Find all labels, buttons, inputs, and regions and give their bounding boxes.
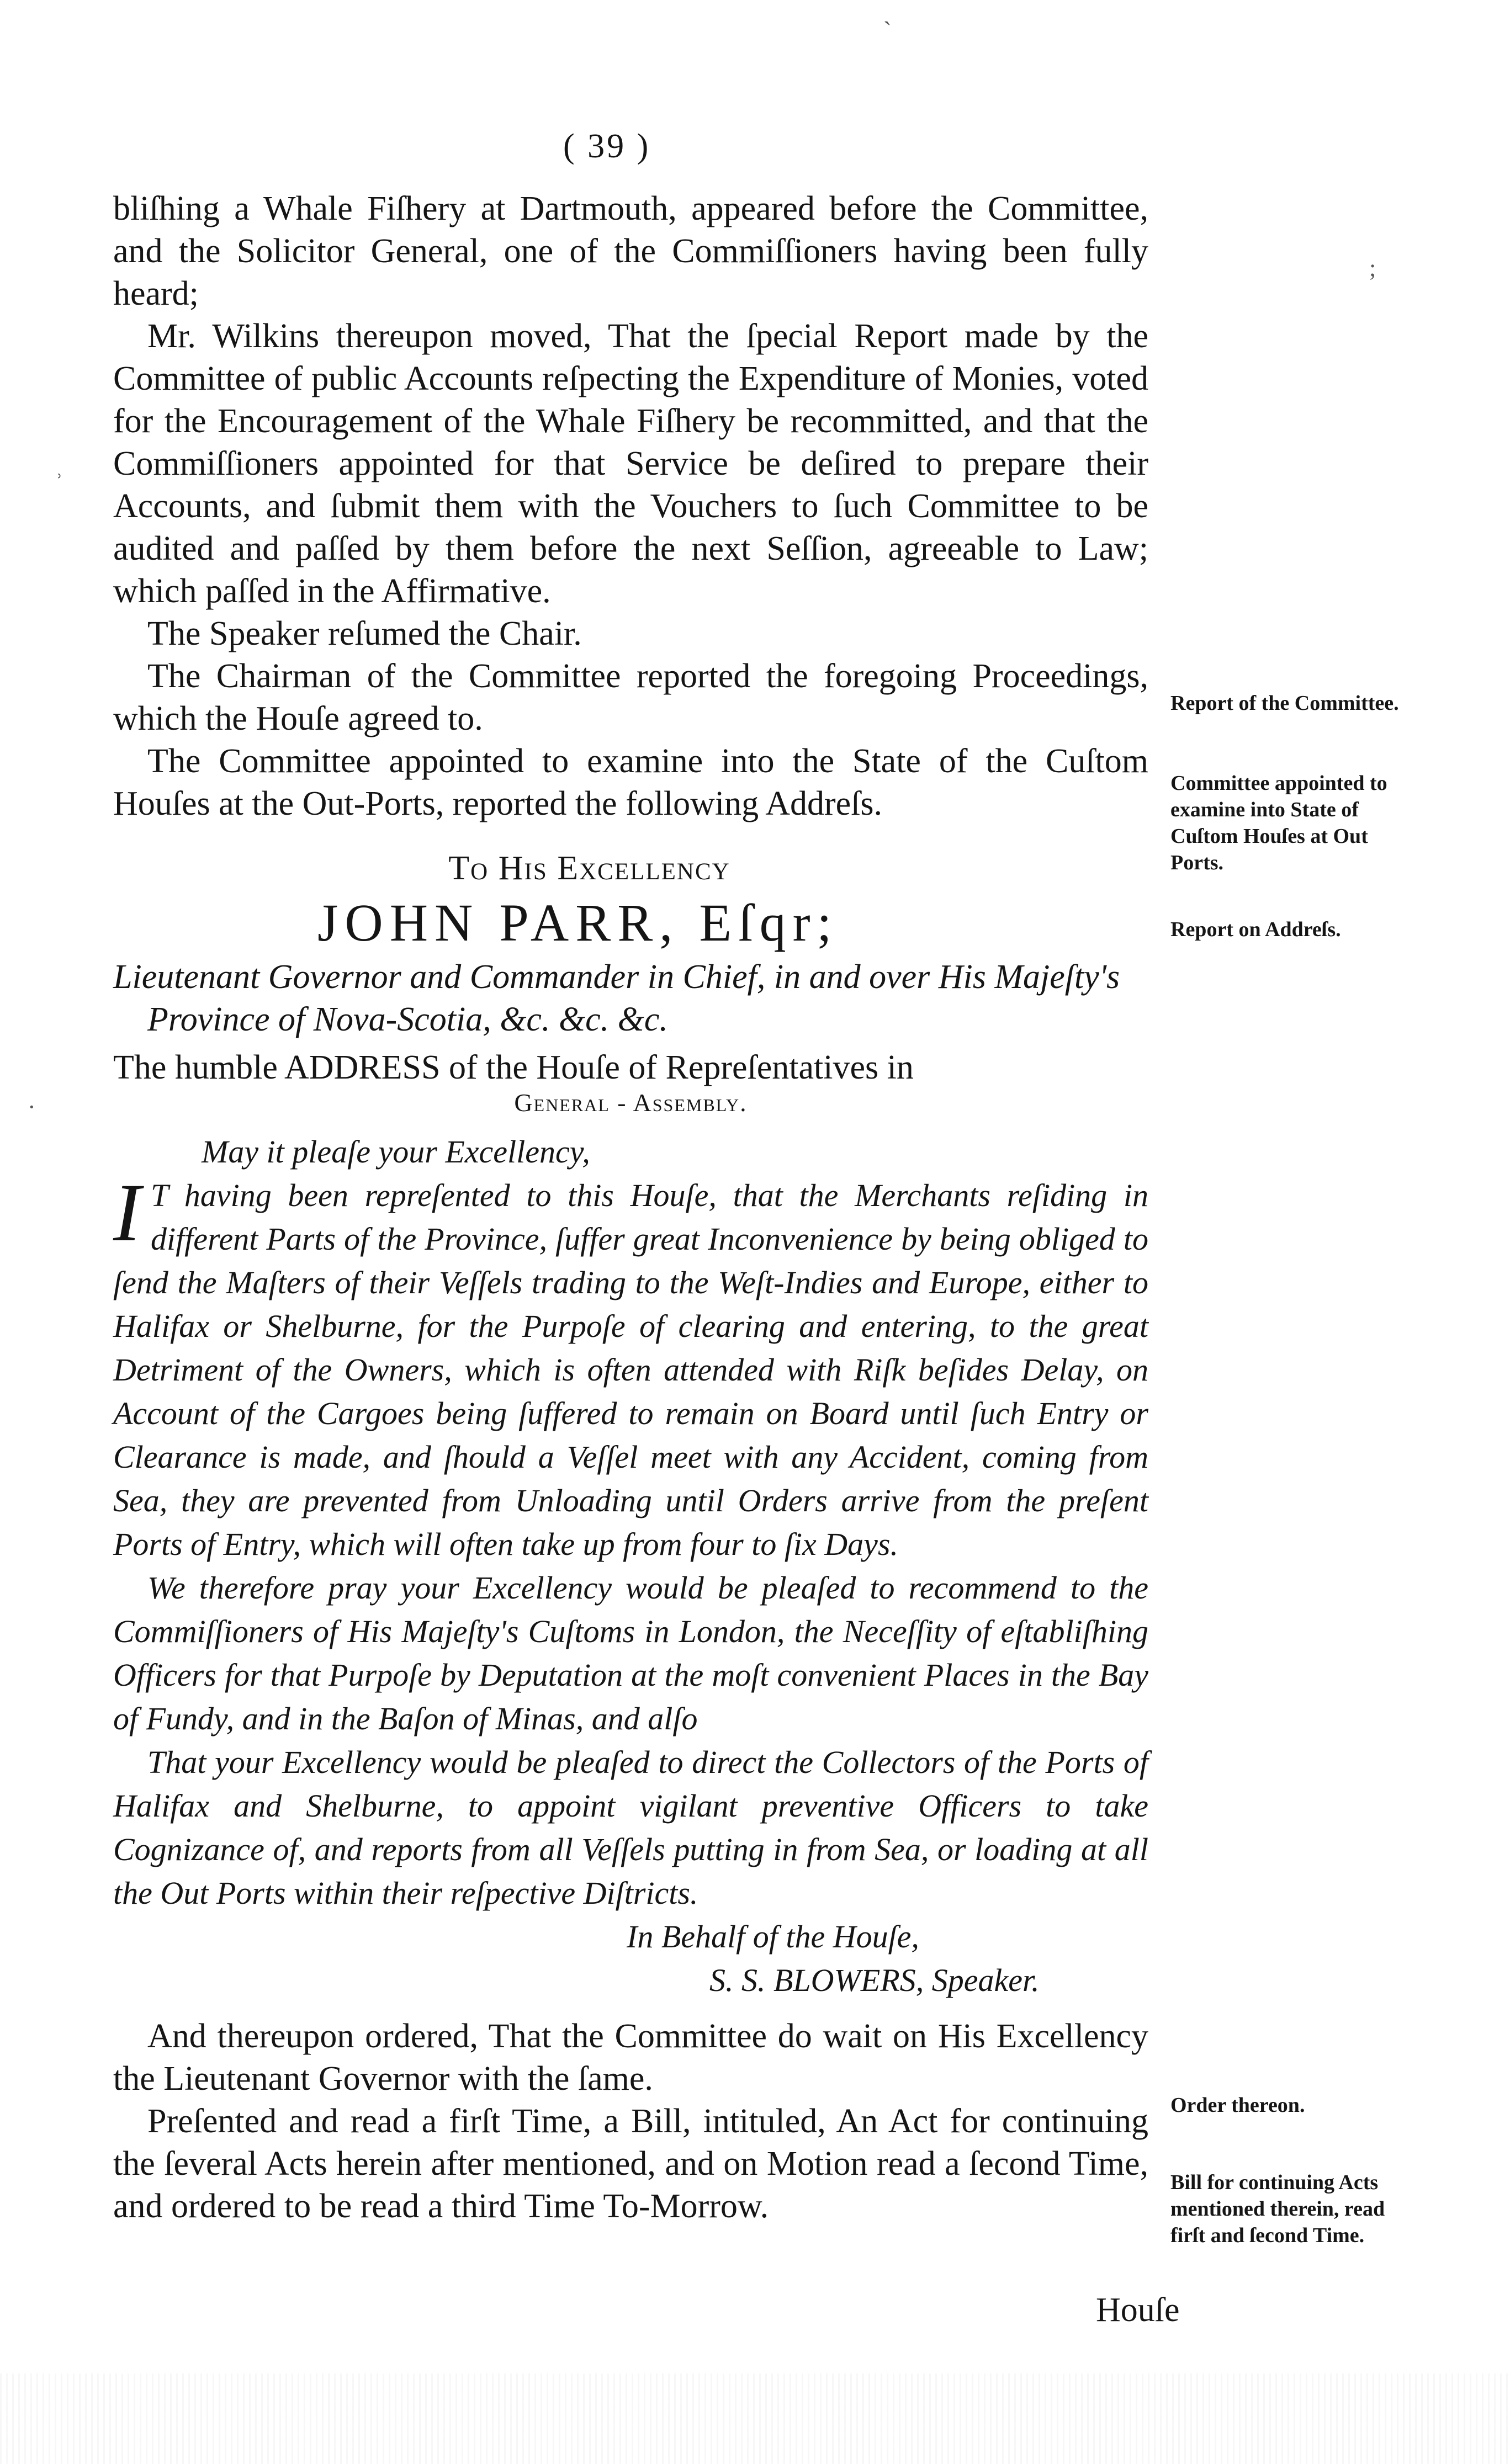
stray-mark: ; (1369, 254, 1376, 282)
page-number: ( 39 ) (563, 128, 651, 165)
scan-noise-strip (0, 2373, 1510, 2464)
paragraph-5: The Committee appointed to examine into the State of the Cuſtom Houſes at the Out-Ports, reported the following Addreſs. (113, 742, 1148, 822)
stray-mark: ` (883, 17, 892, 44)
marginal-note-address: Report on Addreſs. (1170, 918, 1341, 941)
salutation: May it pleaſe your Excellency, (202, 1134, 590, 1170)
signature-speaker: S. S. BLOWERS, Speaker. (709, 1962, 1040, 1998)
address-to-line: To His Excellency (448, 849, 730, 887)
address-paragraph-3: That your Excellency would be pleaſed to direct the Collectors of the Ports of Halifax and Shelburne, to appoint vigilant preventive Officers to take Cognizance of, and reports from all Veſſels putting in from Sea, or loading at all the Out Ports within their reſpective Diſtricts. (113, 1744, 1148, 1911)
humble-address-line: The humble ADDRESS of the Houſe of Repreſentatives in (113, 1049, 914, 1086)
main-text-column (113, 188, 1148, 2228)
drop-cap: I (113, 1167, 141, 1258)
marginal-note-order: Order thereon. (1170, 2094, 1305, 2117)
paragraph-4: The Chairman of the Committee reported the foregoing Proceedings, which the Houſe agreed to. (113, 657, 1148, 737)
paragraph-1: bliſhing a Whale Fiſhery at Dartmouth, appeared before the Committee, and the Solicitor General, one of the Commiſſioners having been fully heard; (113, 190, 1148, 312)
address-paragraph-2: We therefore pray your Excellency would be pleaſed to recommend to the Commiſſioners of His Majeſty's Cuſtoms in London, the Neceſſity of eſtabliſhing Officers for that Purpoſe by Deputation at the moſt convenient Places in the Bay of Fundy, and in the Baſon of Minas, and alſo (113, 1570, 1148, 1737)
addressee-title-2: Province of Nova-Scotia, &c. &c. &c. (147, 1001, 668, 1038)
addressee-title-1: Lieutenant Governor and Commander in Chief, in and over His Majeſty's (113, 958, 1120, 996)
addressee-name: JOHN PARR, Eſqr; (317, 893, 839, 952)
paragraph-7: Preſented and read a firſt Time, a Bill, intituled, An Act for continuing the ſeveral Acts herein after mentioned, and on Motion read a ſecond Time, and ordered to be read a third Time To-Morrow. (113, 2102, 1148, 2225)
paragraph-6: And thereupon ordered, That the Committee do wait on His Excellency the Lieutenant Governor with the ſame. (113, 2017, 1148, 2097)
stray-mark: ʾ (55, 470, 63, 497)
paragraph-2: Mr. Wilkins thereupon moved, That the ſpecial Report made by the Committee of public Accounts reſpecting the Expenditure of Monies, voted for the Encouragement of the Whale Fiſhery be recommitted, and that the Commiſſioners appointed for that Service be deſired to prepare their Accounts, and ſubmit them with the Vouchers to ſuch Committee to be audited and paſſed by them before the next Seſſion, agreeable to Law; which paſſed in the Affirmative. (113, 317, 1148, 610)
marginal-note-report: Report of the Committee. (1170, 692, 1399, 715)
signature-behalf: In Behalf of the Houſe, (627, 1919, 919, 1955)
address-body (113, 1167, 1148, 1915)
paragraph-3: The Speaker reſumed the Chair. (147, 615, 582, 652)
marginal-note-committee: Committee appointed to examine into State of Cuſtom Houſes at Out Ports. (1170, 772, 1387, 874)
general-assembly-line: General - Assembly. (514, 1088, 748, 1117)
stray-mark: · (28, 1093, 36, 1121)
address-paragraph-1: T having been repreſented to this Houſe, that the Merchants reſiding in different Parts of the Province, ſuffer great Inconvenience by being obliged to ſend the Maſters of their Veſſels trading to the Weſt-Indies and Europe, either to Halifax or Shelburne, for the Purpoſe of clearing and entering, to the great Detriment of the Owners, which is often attended with Riſk beſides Delay, on Account of the Cargoes being ſuffered to remain on Board until ſuch Entry or Clearance is made, and ſhould a Veſſel meet with any Accident, coming from Sea, they are prevented from Unloading until Orders arrive from the preſent Ports of Entry, which will often take up from four to ſix Days. (113, 1177, 1148, 1562)
marginal-note-bill: Bill for continuing Acts mentioned therein, read firſt and ſecond Time. (1170, 2171, 1385, 2247)
catchword: Houſe (1096, 2291, 1180, 2329)
